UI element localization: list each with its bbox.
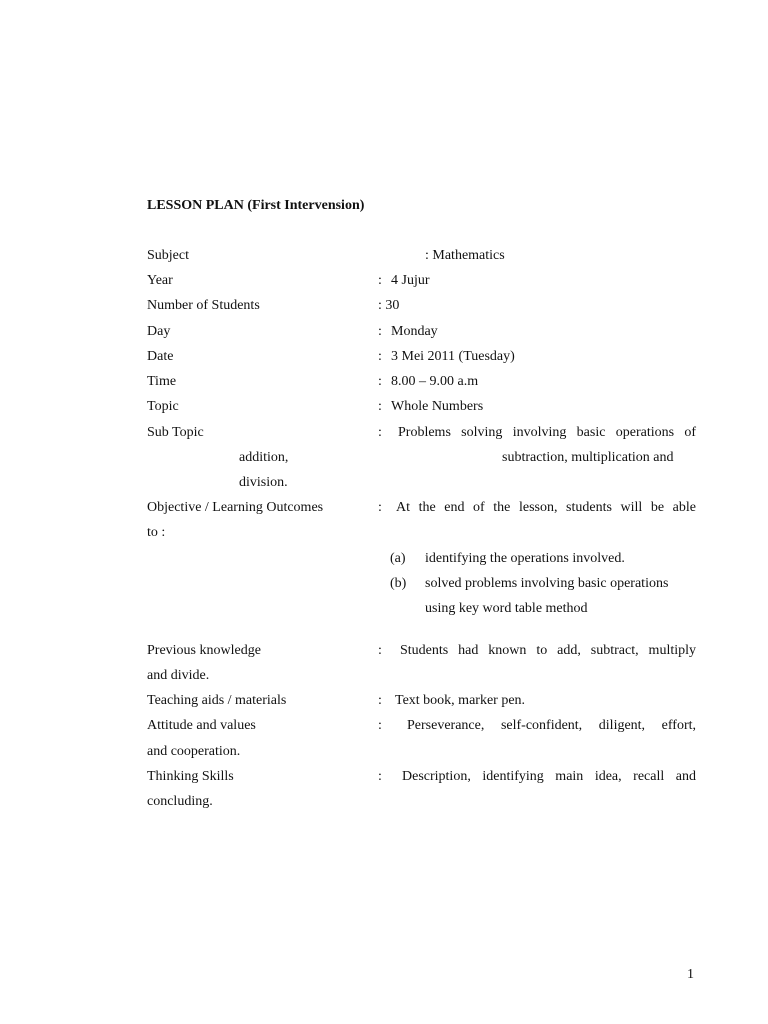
subtopic-line-2-left: addition,	[239, 450, 289, 465]
page-number: 1	[687, 967, 694, 982]
objective-item-b-text-continued: using key word table method	[425, 601, 588, 616]
topic-value: Whole Numbers	[391, 399, 484, 414]
subject-value: : Mathematics	[425, 248, 505, 263]
objective-item-b-text: solved problems involving basic operations	[425, 576, 669, 591]
year-label: Year	[147, 273, 173, 288]
thinking-skills-colon: :	[378, 769, 382, 784]
date-value: 3 Mei 2011 (Tuesday)	[391, 349, 515, 364]
teaching-aids-colon: :	[378, 693, 382, 708]
thinking-skills-value: Description, identifying main idea, recall and	[402, 769, 696, 784]
objective-item-a-marker: (a)	[390, 551, 406, 566]
time-colon: :	[378, 374, 382, 389]
subtopic-line-1: Problems solving involving basic operations of	[398, 425, 696, 440]
objective-item-a-text: identifying the operations involved.	[425, 551, 625, 566]
objective-line-1: At the end of the lesson, students will be able	[396, 500, 696, 515]
thinking-skills-label-continued: concluding.	[147, 794, 213, 809]
year-colon: :	[378, 273, 382, 288]
objective-item-b-marker: (b)	[390, 576, 407, 591]
teaching-aids-value: Text book, marker pen.	[395, 693, 526, 708]
date-colon: :	[378, 349, 382, 364]
topic-colon: :	[378, 399, 382, 414]
teaching-aids-label: Teaching aids / materials	[147, 693, 287, 708]
attitude-colon: :	[378, 718, 382, 733]
previous-knowledge-colon: :	[378, 643, 382, 658]
day-label: Day	[147, 324, 171, 339]
attitude-label-continued: and cooperation.	[147, 744, 241, 759]
objective-colon: :	[378, 500, 382, 515]
subtopic-colon: :	[378, 425, 382, 440]
attitude-value: Perseverance, self-confident, diligent, effort,	[407, 718, 696, 733]
previous-knowledge-label: Previous knowledge	[147, 643, 261, 658]
topic-label: Topic	[147, 399, 179, 414]
students-value: : 30	[378, 298, 400, 313]
previous-knowledge-label-continued: and divide.	[147, 668, 210, 683]
students-label: Number of Students	[147, 298, 260, 313]
subtopic-line-2-right: subtraction, multiplication and	[502, 450, 674, 465]
time-label: Time	[147, 374, 177, 389]
date-label: Date	[147, 349, 174, 364]
thinking-skills-label: Thinking Skills	[147, 769, 234, 784]
previous-knowledge-value: Students had known to add, subtract, multiply	[400, 643, 696, 658]
subtopic-label: Sub Topic	[147, 425, 204, 440]
objective-label: Objective / Learning Outcomes	[147, 500, 324, 515]
subject-label: Subject	[147, 248, 189, 263]
day-value: Monday	[391, 324, 438, 339]
subtopic-line-3: division.	[239, 475, 288, 490]
attitude-label: Attitude and values	[147, 718, 256, 733]
time-value: 8.00 – 9.00 a.m	[391, 374, 479, 389]
objective-label-continued: to :	[147, 525, 166, 540]
lesson-plan-title: LESSON PLAN (First Intervension)	[147, 198, 365, 213]
day-colon: :	[378, 324, 382, 339]
year-value: 4 Jujur	[391, 273, 430, 288]
